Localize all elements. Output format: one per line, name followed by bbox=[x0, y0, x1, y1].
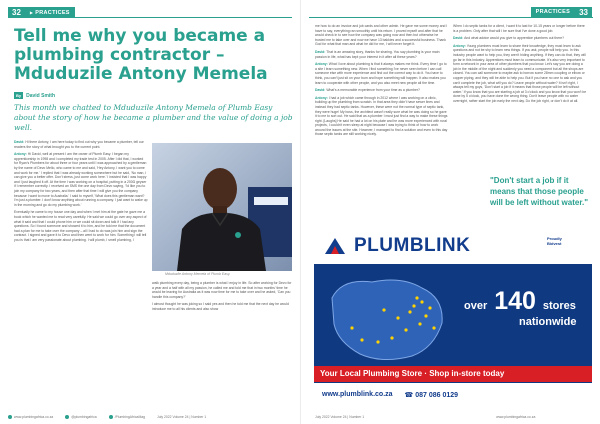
speaker-label: Antony: bbox=[14, 152, 27, 157]
speaker-label: Antony: bbox=[453, 43, 466, 48]
article-paragraph: me how to do an invoice and job cards and other admin. He gave me some money and I have to say, everything ran smoothly until his return. I proved myself and after that he would check in to see how the company was going now and then but otherwise he trusted me to take over and now we have 13 bakkies and a successful business. Thank God for what that man and what he did for me, I will never forget it. bbox=[315, 24, 448, 47]
advert-header bbox=[314, 228, 592, 264]
facebook-icon bbox=[109, 415, 113, 419]
portrait-photo bbox=[152, 143, 292, 271]
article-paragraph: Antony: I had a job which came through in 2012 where I was working on a clinic, building up the plumbing from scratch. In that area they didn't have sewer lines and instead they had septic tanks. However, these were not the normal type of septic tank, they were huge! My boss, the architect wasn't really sure what he was doing so he gave it to me to sort out. He said that as a plumber I must just find a way to make these things right. [Laughs] He said he had a lot on his plate and he was more experienced with rural projects, I couldn't even sleep at night because I was trying to think of how to work around the issues at the site. However, I managed to find a solution and even to this day those septic tanks are still working nicely. bbox=[315, 95, 448, 137]
article-paragraph: David: Hi there Antony, I am here today to find out why you became a plumber, tell our readers the story of what brought you to the current point. bbox=[14, 140, 144, 149]
page-number: 33 bbox=[575, 7, 592, 18]
header-rule bbox=[8, 17, 292, 18]
article-paragraph: Antony: What I love about plumbing is that it always makes me think. Every time I go to a site I learn something new. When I find something I've never seen before I can call someone else with more experience and find out the correct way to do it. You have to think, you can't just sit on your bum and hope something will happen. It also makes you learn to cooperate with other people, and you also meet new people all the time. bbox=[315, 62, 447, 85]
portrait-illustration bbox=[152, 143, 292, 271]
triangle-icon: ▶ bbox=[29, 10, 34, 15]
page-number: 32 bbox=[8, 7, 25, 18]
footer-website[interactable]: www.plumbingafrica.co.za bbox=[8, 415, 53, 419]
footer-website[interactable]: www.plumbingafrica.co.za bbox=[496, 415, 536, 419]
article-paragraph: David: What's a memorable experience from your time as a plumber? bbox=[315, 88, 420, 93]
photo-caption: Mduduzile Antony Memela of Plumb Easy. bbox=[165, 272, 231, 276]
nationwide-label: nationwide bbox=[519, 316, 577, 328]
article-paragraph: When I do septic tanks for a client, I want it to last for 10-15 years or longer before there is a problem. Only after that will I be sure that I've done a good job. bbox=[453, 24, 585, 33]
speaker-label: David: bbox=[315, 49, 326, 54]
byline bbox=[14, 92, 55, 99]
footer-issue: July 2022 Volume 24 | Number 1 bbox=[157, 414, 207, 419]
author-name: David Smith bbox=[26, 92, 56, 99]
south-africa-map bbox=[322, 268, 452, 368]
right-column-1 bbox=[315, 24, 449, 140]
section-label: ▶ PRACTICES bbox=[25, 7, 75, 18]
left-column-1 bbox=[14, 140, 148, 245]
article-paragraph: David: And what advice would you give to apprentice plumbers out there? bbox=[453, 36, 565, 41]
header-rule bbox=[309, 17, 593, 18]
article-paragraph: Antony: Young plumbers must learn to share their knowledge, they must learn to ask questions and not be shy to learn new things. If you ask, people will help you. In this industry people want to help you, they aren't hiding anything. If they can do that, they will go far in this industry. Apprentices must learn to communicate. It's also very important to form a network in your area of other plumbers that you know. Let's say you are doing a job in the middle of the night and suddenly you need a component but all the shops are closed. You can call someone to maybe ask to borrow some 28mm coupling or elbow or copper piping, and they will be able to help you. But if you have no one to ask and you can't complete the job, what will you do? Leave people without water? It isn't right, I always tell my guys, 'Don't start a job if it means that those people will be left without water.' If you know that you are starting a job at 3 o'clock and you know that you won't be done by 5 o'clock, you have done the wrong thing. Don't leave people with no water overnight, rather start the job early the next day. Do the job right, or don't do it at all. bbox=[453, 43, 587, 103]
speaker-label: David: bbox=[453, 36, 464, 41]
article-paragraph: Antony: Hi David, well at present I am the owner of Plumb Easy. I began my apprenticeship in 1998 and I completed my trade test in 2005. After I did that, I worked for Ryan's Plumbers for about three or four years until I was approached by a gentleman by the name of Devo Mello, who came to me and said, 'Hey Antony, I want you to come and work for me.' I replied that I was already working somewhere but he said, 'No man, I can give you a better offer. Don't stress, just come work here.' I insisted that I was happy and I just laughed it off. At the time I was working on a hospital, putting in a 200Ω geyser if I remember correctly. I received an SMS the one day from Devo saying, 'I'd like you to join my company for two years, and then after that time I will give you the company because I want to move to Australia.' I said to myself, 'What does this gentleman want? I'm just a plumber. I don't know anything about running a company. I just want to wake up in the morning and go do my plumbing work.' bbox=[14, 152, 148, 207]
speaker-label: David: bbox=[14, 140, 25, 144]
advert-brand: PLUMBLINK bbox=[354, 235, 471, 256]
advert-tagline-band: Your Local Plumbing Store · Shop in-store today bbox=[314, 366, 592, 382]
advert-contact bbox=[314, 383, 592, 406]
plumblink-logo-icon bbox=[321, 234, 349, 258]
store-count: over 140 stores bbox=[464, 287, 576, 315]
speaker-label: Antony: bbox=[315, 95, 328, 100]
article-paragraph: David: That is an amazing story, thanks for sharing. You say plumbing is your main passion in life, what has kept your interest in it after all these years? bbox=[315, 49, 440, 59]
article-paragraph: Eventually he came to my house one day and when I met him at the gate he gave me a book which he wanted me to read very carefully. He said we could go over any aspect of what it said and that I could phone him or we could sit down and talk if I had any questions. So I found someone and showed it to him, and he told me that the document had a plan for me to take over the company – all I had to do was join him and sign the contract. I signed and gave it to Devo and then went to work for him. Something I will tell you is that I am very passionate about plumbing. I will plumb, I smell plumbing, I bbox=[14, 210, 147, 242]
twitter-icon bbox=[65, 415, 69, 419]
section-label: PRACTICES bbox=[531, 7, 575, 18]
byline-label: By bbox=[16, 93, 22, 98]
article-paragraph: walk plumbing every day, being a plumber is what I enjoy in life. So after working for Devo for a year and a half with all my passion, he called me and told me that in two months' time he would be leaving for Australia as it was now time for me to take over and he asked, 'Can you handle this company?' bbox=[152, 281, 292, 299]
right-footer bbox=[315, 415, 535, 419]
footer-twitter[interactable]: @plumbingafrica bbox=[65, 415, 97, 419]
article-paragraph: I almost thought he was joking so I said yes and then he told me that the next day he would introduce me to all his clients and also show bbox=[152, 302, 289, 311]
footer-issue: July 2022 Volume 24 | Number 1 bbox=[315, 415, 365, 419]
phone-icon: ☎ bbox=[404, 391, 416, 399]
pull-quote: "Don't start a job if it means that those people will be left without water." bbox=[490, 176, 589, 207]
article-title: Tell me why you became a plumbing contractor – Mduduzile Antony Memela bbox=[14, 26, 268, 84]
right-column-2 bbox=[453, 24, 587, 107]
speaker-label: David: bbox=[315, 88, 326, 93]
footer-facebook[interactable]: /PlumbingAfricaMag bbox=[109, 415, 145, 419]
bidvest-badge: Proudly Bidvest bbox=[547, 236, 562, 246]
advert-website[interactable]: www.plumblink.co.za bbox=[322, 391, 393, 398]
left-footer bbox=[8, 415, 206, 419]
speaker-label: Antony: bbox=[315, 62, 328, 67]
article-intro: This month we chatted to Mduduzile Antony Memela of Plumb Easy about the story of how he became a plumber and the value of doing a job well. bbox=[14, 103, 293, 132]
globe-icon bbox=[8, 415, 12, 419]
plumblink-advert[interactable] bbox=[314, 228, 592, 406]
left-column-2 bbox=[152, 281, 292, 315]
advert-phone[interactable]: ☎ 087 086 0129 bbox=[404, 391, 459, 399]
